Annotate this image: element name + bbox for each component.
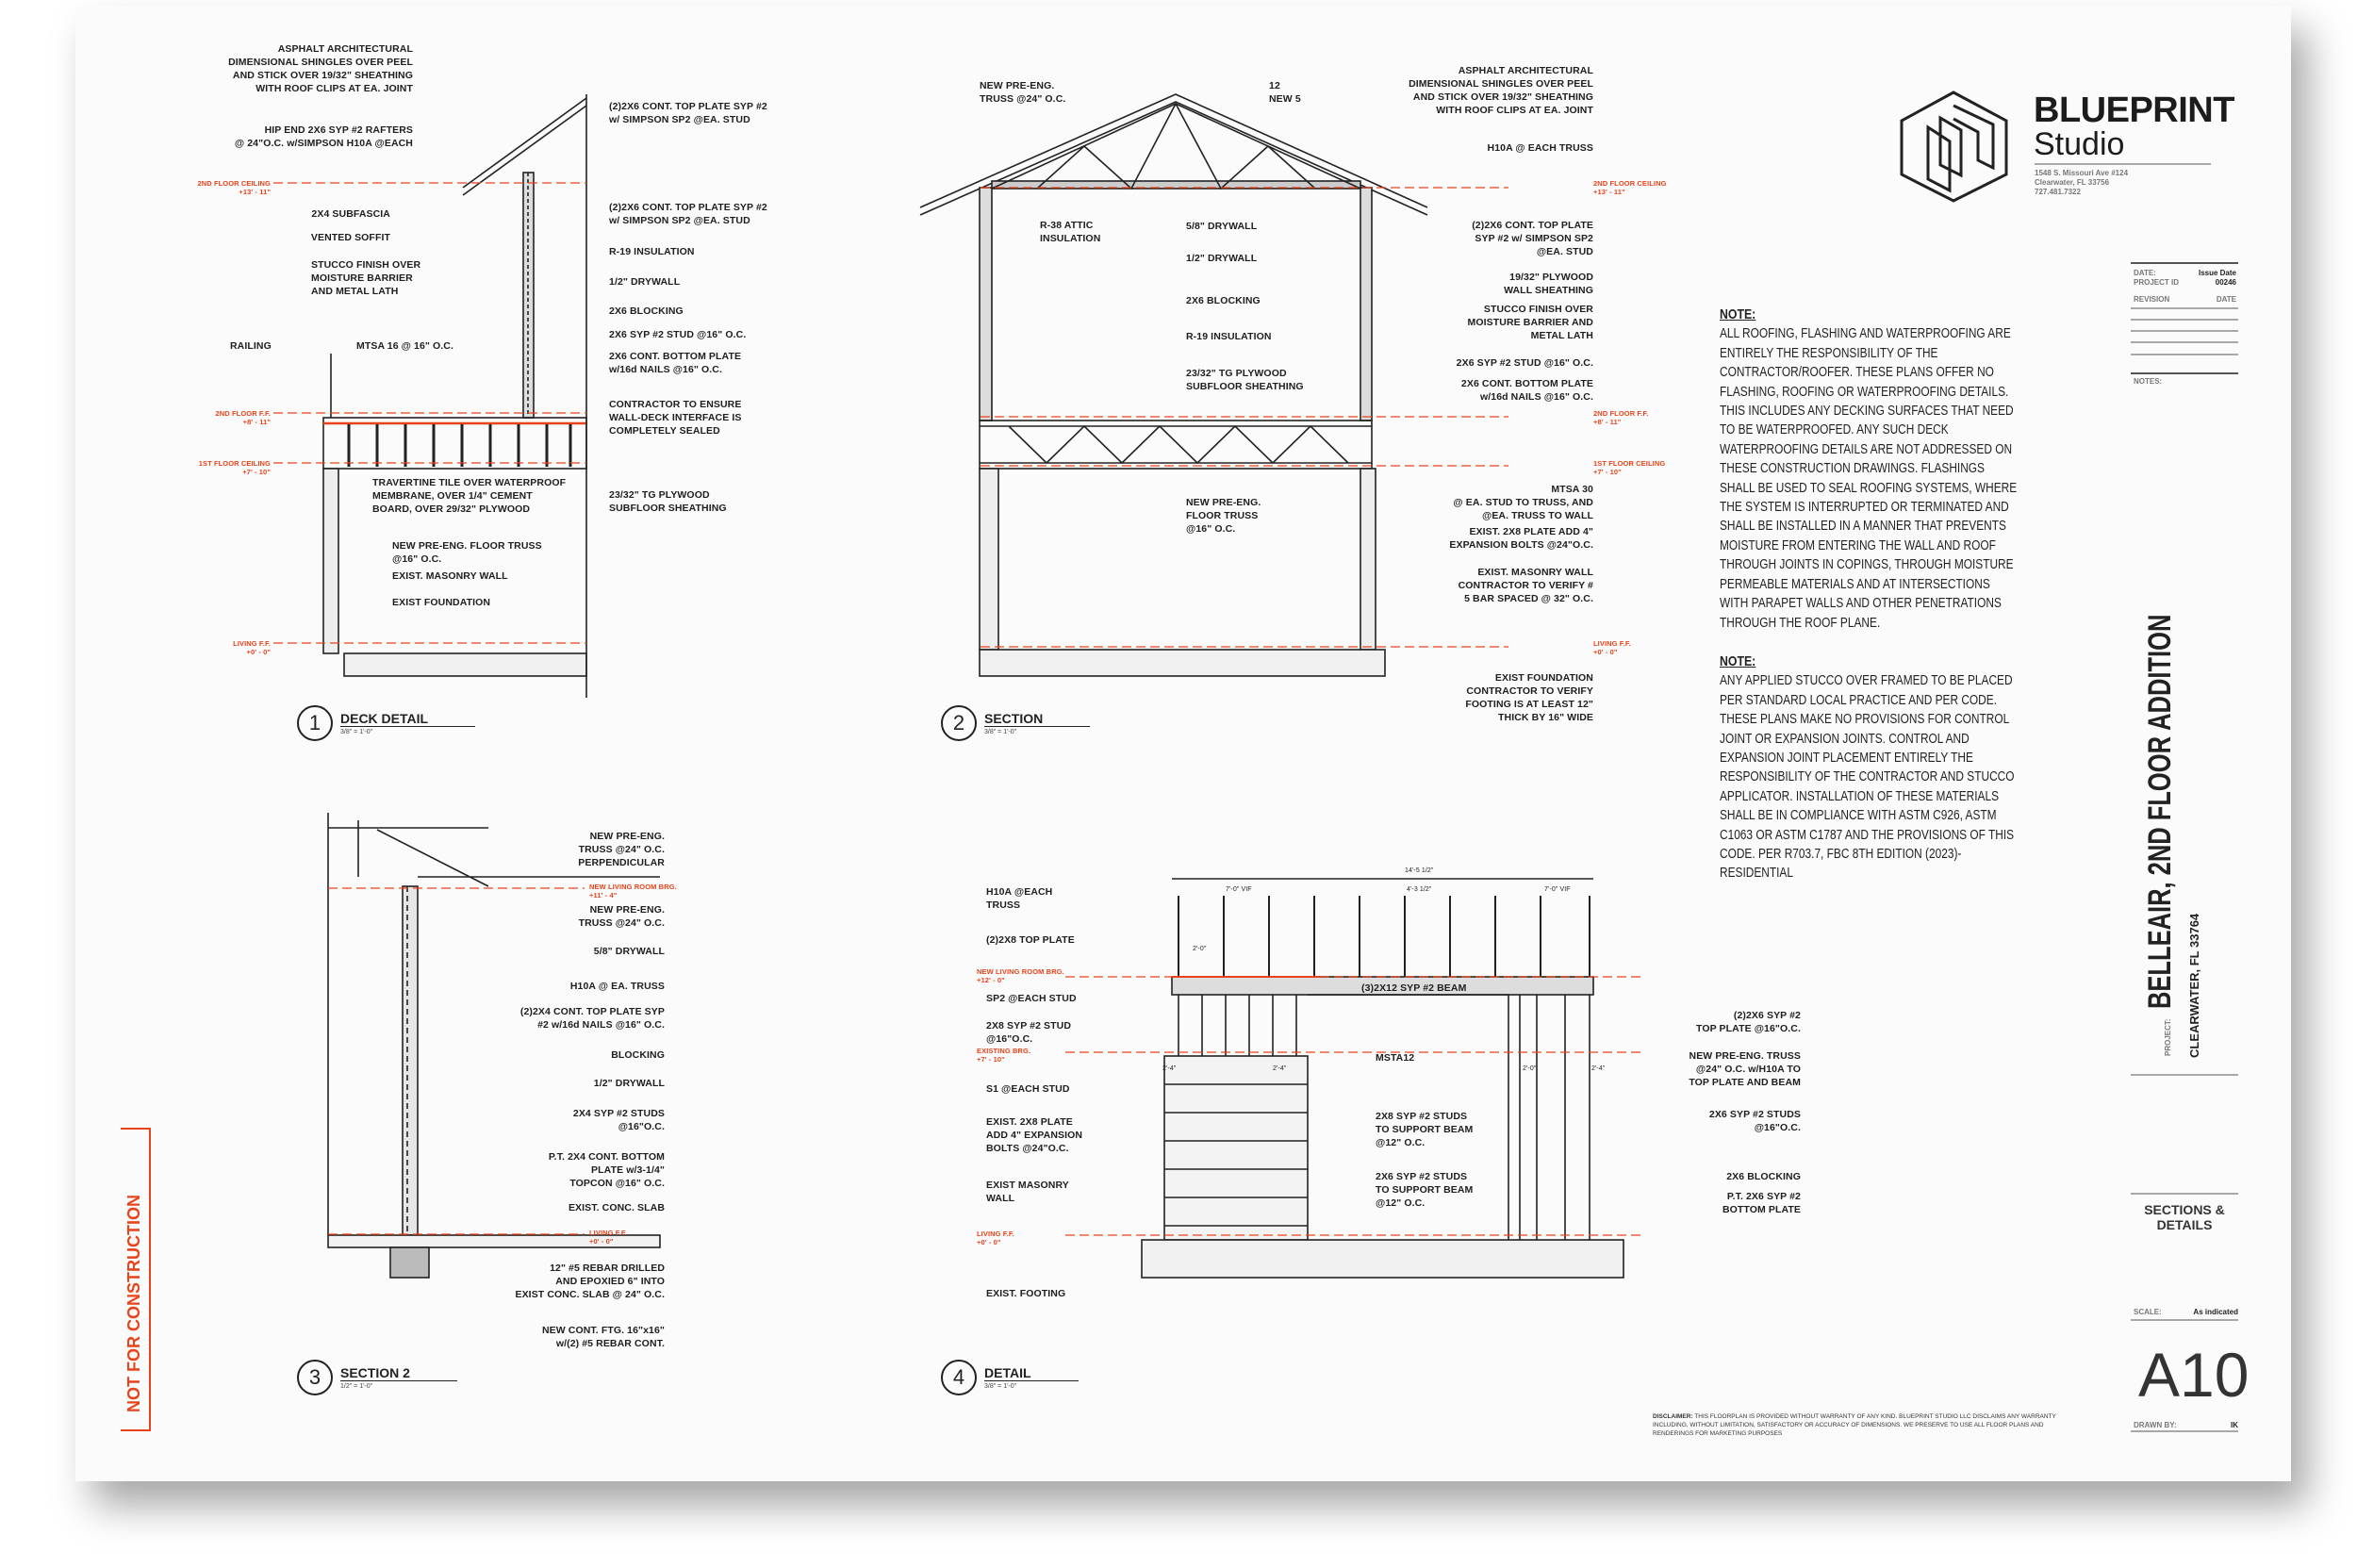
callout-label: R-38 ATTIC INSULATION: [1040, 220, 1101, 244]
stucco-note: [1720, 652, 2021, 883]
scale-value: As indicated: [2193, 1308, 2238, 1316]
section-drawing: [920, 94, 1427, 676]
callout-label: BLOCKING: [611, 1049, 665, 1061]
dimension-label: 2'-4": [1591, 1065, 1606, 1072]
level-marker: LIVING F.F. +0' - 0": [977, 1230, 1014, 1246]
address-line: Clearwater, FL 33756: [2035, 178, 2110, 187]
level-marker: LIVING F.F. +0' - 0": [233, 639, 271, 656]
level-marker: NEW LIVING ROOM BRG. +11' - 4": [589, 883, 677, 900]
callout-label: P.T. 2X4 CONT. BOTTOM PLATE w/3-1/4" TOPCON @16" O.C.: [548, 1151, 665, 1189]
callout-label: 5/8" DRYWALL: [1186, 221, 1258, 232]
detail-scale: 3/8" = 1'-0": [340, 729, 373, 735]
callout-label: H10A @ EACH TRUSS: [1487, 142, 1593, 154]
callout-label: P.T. 2X6 SYP #2 BOTTOM PLATE: [1722, 1191, 1801, 1215]
level-marker: 2ND FLOOR CEILING +13' - 11": [1593, 179, 1667, 196]
callout-label: 2X6 BLOCKING: [609, 305, 684, 317]
callout-label: 2X6 SYP #2 STUDS TO SUPPORT BEAM @12" O.C.: [1376, 1171, 1474, 1209]
callout-label: 2X6 SYP #2 STUDS @16"O.C.: [1708, 1109, 1801, 1133]
project-id-value: 00246: [2215, 278, 2236, 287]
callout-label: EXIST. 2X8 PLATE ADD 4" EXPANSION BOLTS @24"O.C.: [1449, 526, 1593, 551]
detail-scale: 3/8" = 1'-0": [984, 729, 1017, 735]
callout-label: (2)2X6 CONT. TOP PLATE SYP #2 w/ SIMPSON SP2 @EA. STUD: [1472, 220, 1593, 257]
notes-label: NOTES:: [2134, 377, 2163, 386]
callout-label: MTSA 30 @ EA. STUD TO TRUSS, AND @EA. TRUSS TO WALL: [1453, 484, 1593, 521]
callout-label: R-19 INSULATION: [609, 246, 695, 257]
level-marker: 1ST FLOOR CEILING +7' - 10": [198, 459, 271, 476]
callout-label: SP2 @EACH STUD: [986, 993, 1077, 1004]
callout-label: EXIST. FOOTING: [986, 1288, 1066, 1299]
level-marker: NEW LIVING ROOM BRG. +12' - 0": [977, 967, 1064, 984]
dimension-label: 2'-0": [1523, 1065, 1537, 1072]
callout-label: HIP END 2X6 SYP #2 RAFTERS @ 24"O.C. w/SIMPSON H10A @EACH: [234, 124, 413, 149]
sheet-title: SECTIONS & DETAILS: [2144, 1202, 2225, 1232]
project-id-label: PROJECT ID: [2134, 278, 2180, 287]
level-marker: LIVING F.F. +0' - 0": [589, 1229, 627, 1246]
dimension-label: 7'-0" VIF: [1544, 886, 1571, 893]
callout-label: 23/32" TG PLYWOOD SUBFLOOR SHEATHING: [609, 489, 727, 514]
callout-label: ASPHALT ARCHITECTURAL DIMENSIONAL SHINGLES OVER PEEL AND STICK OVER 19/32" SHEATHING WITH ROOF CLIPS AT EA. JOINT: [1409, 65, 1593, 116]
revision-date-label: DATE: [2216, 295, 2236, 304]
disclaimer: [1653, 1412, 2068, 1438]
callout-label: EXIST. MASONRY WALL CONTRACTOR TO VERIFY # 5 BAR SPACED @ 32" O.C.: [1458, 567, 1593, 604]
callout-label: 12 NEW 5: [1269, 80, 1301, 105]
project-title-block: [2142, 615, 2179, 1056]
project-title: BELLEAIR, 2ND FLOOR ADDITION: [2142, 615, 2178, 1010]
dimension-label: 7'-0" VIF: [1226, 886, 1252, 893]
detail-title-4: [941, 1360, 1079, 1395]
detail-name: SECTION: [984, 711, 1090, 727]
callout-label: 2X4 SUBFASCIA: [311, 208, 390, 220]
callout-label: NEW PRE-ENG. TRUSS @24" O.C.: [980, 80, 1066, 105]
callout-label: R-19 INSULATION: [1186, 331, 1272, 342]
detail-title-2: [941, 705, 1090, 741]
callout-label: 2X6 BLOCKING: [1726, 1171, 1801, 1182]
blueprint-studio-logo: [1902, 92, 2006, 201]
firm-subname: Studio: [2034, 126, 2125, 162]
callout-label: (2)2X8 TOP PLATE: [986, 934, 1075, 946]
callout-label: NEW PRE-ENG. TRUSS @24" O.C. w/H10A TO TOP PLATE AND BEAM: [1689, 1050, 1801, 1088]
callout-label: RAILING: [230, 340, 272, 352]
callout-label: MTSA 16 @ 16" O.C.: [356, 340, 453, 352]
note-title: NOTE:: [1720, 653, 1756, 669]
firm-address: [2035, 169, 2128, 197]
callout-label: 2X8 SYP #2 STUDS TO SUPPORT BEAM @12" O.C.: [1376, 1111, 1474, 1148]
dimension-label: 2'-0": [1193, 946, 1207, 952]
level-marker: 2ND FLOOR CEILING +13' - 11": [197, 179, 271, 196]
level-marker: 1ST FLOOR CEILING +7' - 10": [1593, 459, 1666, 476]
callout-label: EXIST. CONC. SLAB: [568, 1202, 665, 1213]
firm-name: BLUEPRINT: [2034, 91, 2234, 130]
scale-label: SCALE:: [2134, 1308, 2162, 1316]
disclaimer-label: DISCLAIMER:: [1653, 1413, 1693, 1420]
note-text: ALL ROOFING, FLASHING AND WATERPROOFING ARE ENTIRELY THE RESPONSIBILITY OF THE CONTRACTOR/ROOFER. THESE PLANS OFFER NO FLASHING, ROOFING OR WATERPROOFING DETAILS. THIS INCLUDES ANY DECKING SURFACES THAT NEED TO BE WATERPROOFED. ANY SUCH DECK WATERPROOFING DETAILS ARE NOT ADDRESSED ON THESE CONSTRUCTION DRAWINGS. FLASHINGS SHALL BE USED TO SEAL ROOFING SYSTEMS, WHERE THE SYSTEM IS INTERRUPTED OR TERMINATED AND SHALL BE INSTALLED IN A MANNER THAT PREVENTS MOISTURE FROM ENTERING THE WALL AND ROOF THROUGH JOINTS IN COPINGS, THROUGH MOISTURE PERMEABLE MATERIALS AND AT INTERSECTIONS WITH PARAPET WALLS AND OTHER PENETRATIONS THROUGH THE ROOF PLANE.: [1720, 326, 2018, 631]
date-value: Issue Date: [2198, 269, 2236, 277]
callout-label: 1/2" DRYWALL: [1186, 253, 1258, 264]
callout-label: 5/8" DRYWALL: [593, 946, 665, 957]
callout-label: 2X6 CONT. BOTTOM PLATE w/16d NAILS @16" O.C.: [609, 351, 742, 375]
callout-label: 2X6 BLOCKING: [1186, 295, 1261, 306]
detail-number: 4: [941, 1360, 977, 1395]
callout-label: NEW PRE-ENG. TRUSS @24" O.C.: [578, 904, 665, 929]
detail-name: DECK DETAIL: [340, 711, 475, 727]
callout-label: STUCCO FINISH OVER MOISTURE BARRIER AND METAL LATH: [1467, 304, 1593, 341]
callout-label: (2)2X4 CONT. TOP PLATE SYP #2 w/16d NAILS @16" O.C.: [519, 1006, 665, 1031]
callout-label: EXIST. 2X8 PLATE ADD 4" EXPANSION BOLTS @24"O.C.: [986, 1116, 1083, 1154]
callout-label: NEW PRE-ENG. FLOOR TRUSS @16" O.C.: [1186, 497, 1261, 535]
address-line: 727.481.7322: [2035, 188, 2081, 196]
dimension-label: 2'-4": [1273, 1065, 1287, 1072]
callout-label: 12" #5 REBAR DRILLED AND EPOXIED 6" INTO EXIST CONC. SLAB @ 24" O.C.: [515, 1263, 665, 1300]
drawn-by-label: DRAWN BY:: [2134, 1421, 2177, 1429]
detail-name: DETAIL: [984, 1365, 1079, 1381]
callout-label: 2X8 SYP #2 STUD @16"O.C.: [986, 1020, 1072, 1045]
detail-scale: 3/8" = 1'-0": [984, 1383, 1017, 1390]
callout-label: H10A @ EA. TRUSS: [569, 981, 665, 992]
level-marker: EXISTING BRG. +7' - 10": [977, 1047, 1031, 1064]
callout-label: (2)2X6 CONT. TOP PLATE SYP #2 w/ SIMPSON SP2 @EA. STUD: [609, 101, 767, 125]
detail-number: 1: [297, 705, 333, 741]
callout-label: EXIST MASONRY WALL: [986, 1180, 1069, 1204]
callout-label: NEW PRE-ENG. TRUSS @24" O.C. PERPENDICULAR: [578, 831, 665, 868]
detail-title-3: [297, 1360, 457, 1395]
callout-label: (2)2X6 SYP #2 TOP PLATE @16"O.C.: [1696, 1010, 1801, 1034]
callout-label: 2X6 CONT. BOTTOM PLATE w/16d NAILS @16" O.C.: [1460, 378, 1593, 403]
callout-label: 23/32" TG PLYWOOD SUBFLOOR SHEATHING: [1186, 368, 1304, 392]
callout-label: 19/32" PLYWOOD WALL SHEATHING: [1504, 272, 1593, 296]
address-line: 1548 S. Missouri Ave #124: [2035, 169, 2129, 177]
detail-4-drawing: [1142, 879, 1624, 1278]
revision-label: REVISION: [2134, 295, 2170, 304]
callout-label: MSTA12: [1376, 1052, 1415, 1064]
callout-label: VENTED SOFFIT: [310, 232, 390, 243]
level-marker: 2ND FLOOR F.F. +8' - 11": [215, 409, 271, 426]
callout-label: CONTRACTOR TO ENSURE WALL-DECK INTERFACE IS COMPLETELY SEALED: [609, 399, 742, 437]
detail-number: 2: [941, 705, 977, 741]
callout-label: STUCCO FINISH OVER MOISTURE BARRIER AND METAL LATH: [311, 259, 421, 297]
note-text: ANY APPLIED STUCCO OVER FRAMED TO BE PLACED PER STANDARD LOCAL PRACTICE AND PER CODE. THESE PLANS MAKE NO PROVISIONS FOR CONTROL JOINT OR EXPANSION JOINTS. CONTROL AND EXPANSION JOINT PLACEMENT ENTIRELY THE RESPONSIBILITY OF THE CONTRACTOR AND STUCCO APPLICATOR. INSTALLATION OF THESE MATERIALS SHALL BE IN COMPLIANCE WITH ASTM C926, ASTM C1063 OR ASTM C1787 AND THE PROVISIONS OF THIS CODE. PER R703.7, FBC 8TH EDITION (2023)-RESIDENTIAL: [1720, 673, 2015, 882]
detail-title-1: [297, 705, 475, 741]
callout-label: 2X6 SYP #2 STUD @16" O.C.: [609, 329, 747, 340]
dimension-label: 2'-4": [1162, 1065, 1177, 1072]
not-for-construction-stamp: [121, 1128, 151, 1431]
stamp-text: NOT FOR CONSTRUCTION: [124, 1195, 143, 1412]
callout-label: EXIST. MASONRY WALL: [392, 570, 508, 582]
roofing-note: [1720, 305, 2021, 633]
callout-label: NEW PRE-ENG. FLOOR TRUSS @16" O.C.: [392, 540, 542, 565]
level-marker: 2ND FLOOR F.F. +8' - 11": [1593, 409, 1649, 426]
callout-label: EXIST FOUNDATION: [392, 597, 491, 608]
callout-label: EXIST FOUNDATION CONTRACTOR TO VERIFY FOOTING IS AT LEAST 12" THICK BY 16" WIDE: [1465, 672, 1593, 723]
disclaimer-text: THIS FLOORPLAN IS PROVIDED WITHOUT WARRANTY OF ANY KIND. BLUEPRINT STUDIO LLC DISCLAIMS ANY WARRANTY INCLUDING, WITHOUT LIMITATION, SATISFACTORY OR ACCURACY OF DIMENSIONS. WE PRESERVE TO USE ALL FLOOR PLANS AND RENDERINGS FOR MARKETING PURPOSES: [1653, 1413, 2056, 1437]
callout-label: (2)2X6 CONT. TOP PLATE SYP #2 w/ SIMPSON SP2 @EA. STUD: [609, 202, 767, 226]
dimension-label: 14'-5 1/2": [1405, 867, 1434, 874]
callout-label: TRAVERTINE TILE OVER WATERPROOF MEMBRANE, OVER 1/4" CEMENT BOARD, OVER 29/32" PLYWOOD: [372, 477, 567, 515]
sheet-number: A10: [2138, 1340, 2250, 1410]
callout-label: 2X4 SYP #2 STUDS @16"O.C.: [572, 1108, 665, 1132]
date-label: DATE:: [2134, 269, 2156, 277]
callout-label: NEW CONT. FTG. 16"x16" w/(2) #5 REBAR CONT.: [541, 1325, 665, 1349]
callout-label: 1/2" DRYWALL: [609, 276, 681, 288]
callout-label: H10A @EACH TRUSS: [986, 886, 1053, 911]
callout-label: 1/2" DRYWALL: [593, 1078, 665, 1089]
callout-label: ASPHALT ARCHITECTURAL DIMENSIONAL SHINGLES OVER PEEL AND STICK OVER 19/32" SHEATHING WITH ROOF CLIPS AT EA. JOINT: [228, 43, 413, 94]
project-label: PROJECT:: [2164, 1018, 2172, 1056]
callout-label: S1 @EACH STUD: [986, 1083, 1070, 1095]
callout-label: (3)2X12 SYP #2 BEAM: [1361, 982, 1467, 994]
level-marker: LIVING F.F. +0' - 0": [1593, 639, 1631, 656]
detail-scale: 1/2" = 1'-0": [340, 1383, 373, 1390]
detail-name: SECTION 2: [340, 1365, 457, 1381]
callout-label: 2X6 SYP #2 STUD @16" O.C.: [1456, 357, 1593, 369]
dimension-label: 4'-3 1/2": [1407, 886, 1432, 893]
project-location: CLEARWATER, FL 33764: [2187, 913, 2201, 1058]
drawn-by-value: IK: [2231, 1421, 2238, 1429]
note-title: NOTE:: [1720, 306, 1756, 322]
detail-number: 3: [297, 1360, 333, 1395]
